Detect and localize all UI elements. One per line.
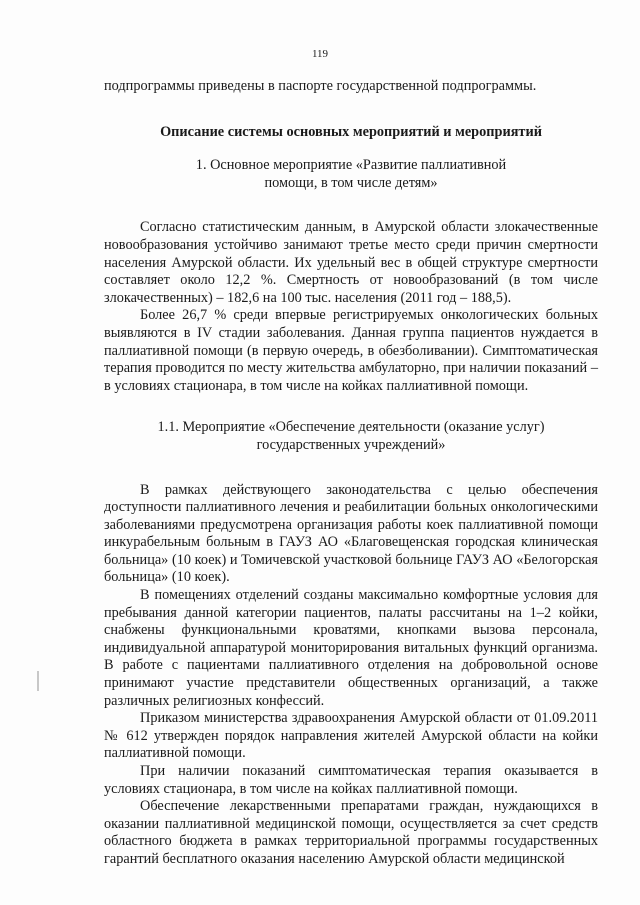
intro-paragraph: подпрограммы приведены в паспорте государственной подпрограммы. <box>104 78 537 94</box>
paragraph-legislation: В рамках действующего законодательства с целью обеспечения доступности паллиативного лечения и реабилитации больных онкологическими заболеваниями предусмотрена организация работы коек паллиативной помощи инкурабельным больным в ГАУЗ АО «Благовещенская городская клиническая больница» (10 коек) и Томичевской участковой больнице ГАУЗ АО «Белогорская больница» (10 коек). <box>104 481 598 586</box>
page-content <box>104 78 598 869</box>
sub-activity-title-line2: государственных учреждений» <box>256 436 446 453</box>
paragraph-drug-provision: Обеспечение лекарственными препаратами граждан, нуждающихся в оказании паллиативной медицинской помощи, осуществляется за счет средств областного бюджета в рамках территориальной программы государственных гарантий бесплатного оказания населению Амурской области медицинской <box>104 798 598 867</box>
paragraph-conditions: В помещениях отделений созданы максимально комфортные условия для пребывания данной категории пациентов, палаты рассчитаны на 1–2 койки, снабжены функциональными кроватями, кнопками вызова персонала, индивидуальной аппаратурой мониторирования витальных функций организма. В работе с пациентами паллиативного отделения на добровольной основе принимают участие представители общественных организаций, а также различных религиозных конфессий. <box>104 587 598 709</box>
section-title: Описание системы основных мероприятий и мероприятий <box>160 123 542 140</box>
paragraph-stage-iv: Более 26,7 % среди впервые регистрируемых онкологических больных выявляются в IV стадии заболевания. Данная группа пациентов нуждается в паллиативной помощи (в первую очередь, в обезболивании). Симптоматическая терапия проводится по месту жительства амбулаторно, при наличии показаний – в условиях стационара, в том числе на койках паллиативной помощи. <box>104 307 598 394</box>
paragraph-statistics: Согласно статистическим данным, в Амурской области злокачественные новообразования устойчиво занимают третье место среди причин смертности населения Амурской области. Их удельный вес в общей структуре смертности составляет около 12,2 %. Смертность от новообразований (в том числе злокачественных) – 182,6 на 100 тыс. населения (2011 год – 188,5). <box>104 219 598 306</box>
scan-margin-mark <box>37 671 39 691</box>
sub-activity-title-line1: 1.1. Мероприятие «Обеспечение деятельности (оказание услуг) <box>157 419 545 436</box>
paragraph-symptomatic-therapy: При наличии показаний симптоматическая терапия оказывается в условиях стационара, в том числе на койках паллиативной помощи. <box>104 763 598 797</box>
sub-activity-title <box>104 419 598 454</box>
activity1-title-line2: помощи, в том числе детям» <box>264 174 438 191</box>
page-number: 119 <box>311 48 329 60</box>
activity1-title-line1: 1. Основное мероприятие «Развитие паллиативной <box>195 157 507 174</box>
paragraph-order: Приказом министерства здравоохранения Амурской области от 01.09.2011 № 612 утвержден порядок направления жителей Амурской области на койки паллиативной помощи. <box>104 710 598 762</box>
activity1-title <box>104 157 598 192</box>
